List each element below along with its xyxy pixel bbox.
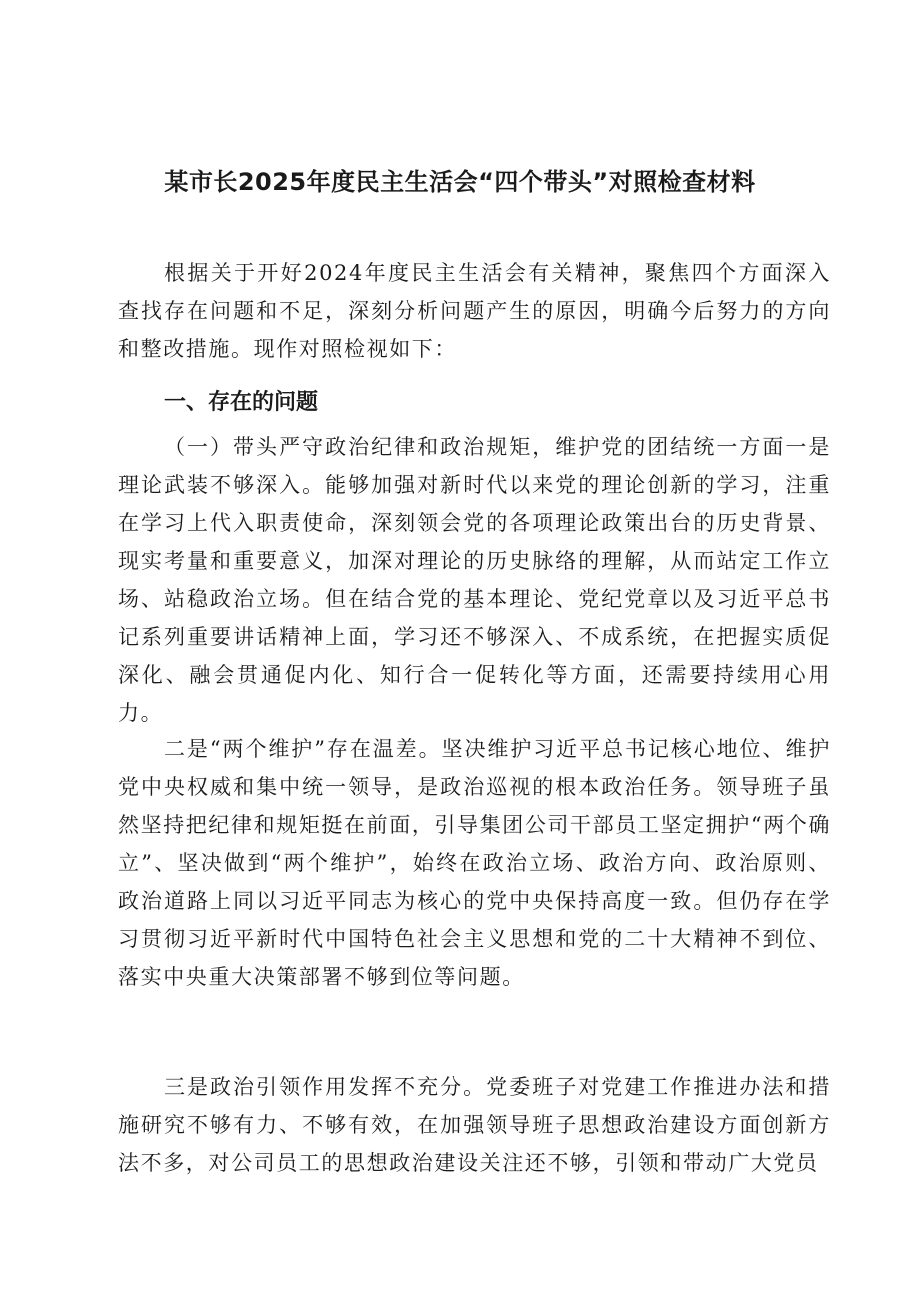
intro-paragraph: 根据关于开好2024年度民主生活会有关精神，聚焦四个方面深入查找存在问题和不足，深刻分析问题产生的原因，明确今后努力的方向和整改措施。现作对照检视如下： [118,261,831,361]
paragraph-theory-study: （一）带头严守政治纪律和政治规矩，维护党的团结统一方面一是理论武装不够深入。能够加强对新时代以来党的理论创新的学习，注重在学习上代入职责使命，深刻领会党的各项理论政策出台的历史背景、现实考量和重要意义，加深对理论的历史脉络的理解，从而站定工作立场、站稳政治立场。但在结合党的基本理论、党纪党章以及习近平总书记系列重要讲话精神上面，学习还不够深入、不成系统，在把握实质促深化、融会贯通促内化、知行合一促转化等方面，还需要持续用心用力。 [118,435,831,725]
paragraph-political-leadership: 三是政治引领作用发挥不充分。党委班子对党建工作推进办法和措施研究不够有力、不够有效，在加强领导班子思想政治建设方面创新方法不多，对公司员工的思想政治建设关注还不够，引领和带动广大党员 [118,1075,831,1175]
paragraph-two-safeguards: 二是“两个维护”存在温差。坚决维护习近平总书记核心地位、维护党中央权威和集中统一领导，是政治巡视的根本政治任务。领导班子虽然坚持把纪律和规矩挺在前面，引导集团公司干部员工坚定拥护“两个确立”、坚决做到“两个维护”，始终在政治立场、政治方向、政治原则、政治道路上同以习近平同志为核心的党中央保持高度一致。但仍存在学习贯彻习近平新时代中国特色社会主义思想和党的二十大精神不到位、落实中央重大决策部署不够到位等问题。 [118,737,831,989]
section-heading-problems: 一、存在的问题 [164,390,319,415]
document-title: 某市长2025年度民主生活会“四个带头”对照检查材料 [164,168,756,196]
